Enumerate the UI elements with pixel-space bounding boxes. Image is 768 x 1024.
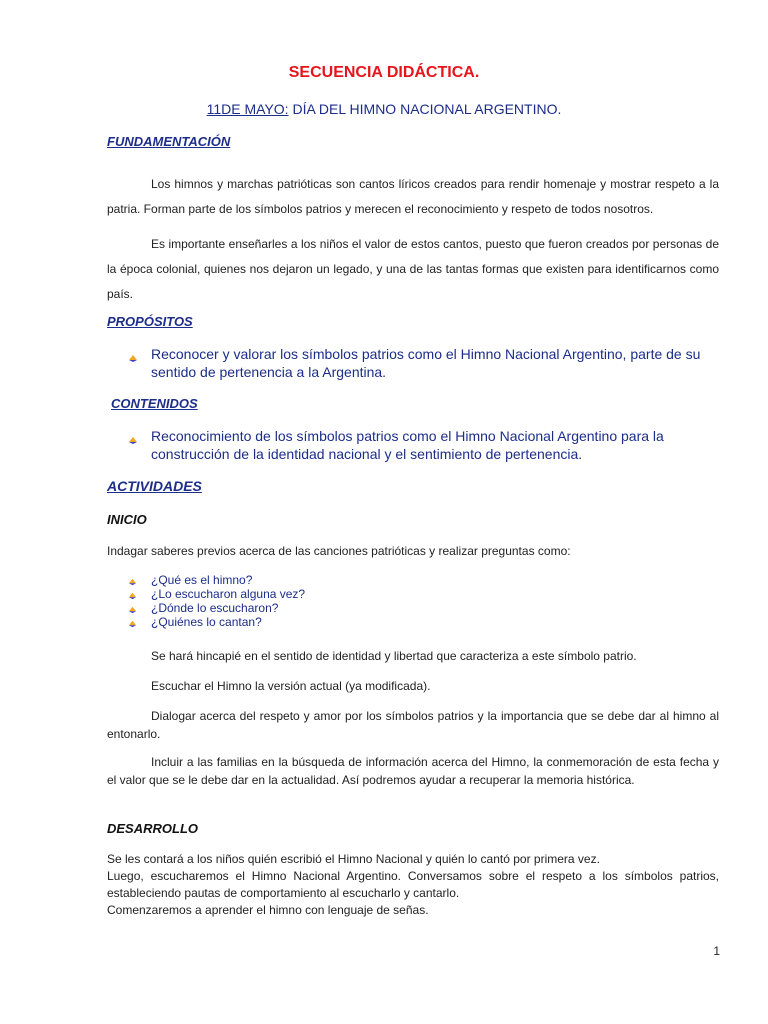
bullet-icon (128, 617, 137, 631)
question-text: ¿Quiénes lo cantan? (151, 615, 262, 629)
desarrollo-text (107, 851, 719, 919)
question-text: ¿Dónde lo escucharon? (151, 601, 279, 615)
propositos-list (128, 345, 708, 381)
inicio-p2-text: Escuchar el Himno la versión actual (ya modificada). (151, 679, 431, 693)
inicio-paragraph-1 (107, 647, 719, 665)
list-item (128, 615, 305, 629)
inicio-paragraph-4 (107, 753, 719, 789)
inicio-paragraph-3 (107, 707, 719, 743)
fundamentacion-paragraph-1 (107, 172, 719, 222)
list-item (128, 573, 305, 587)
inicio-intro: Indagar saberes previos acerca de las canciones patrióticas y realizar preguntas como: (107, 544, 571, 558)
subtitle-text: DÍA DEL HIMNO NACIONAL ARGENTINO. (288, 101, 562, 117)
inicio-paragraph-2 (107, 677, 719, 695)
heading-fundamentacion: FUNDAMENTACIÓN (107, 134, 231, 149)
contenidos-list (128, 427, 688, 463)
fundamentacion-p1-text: Los himnos y marchas patrióticas son cantos líricos creados para rendir homenaje y mostrar respeto a la patria. Forman parte de los símbolos patrios y merecen el reconocimiento y respeto de todos nosotros. (107, 177, 719, 216)
heading-inicio: INICIO (107, 512, 147, 527)
question-text: ¿Qué es el himno? (151, 573, 253, 587)
heading-contenidos: CONTENIDOS (111, 396, 198, 411)
fundamentacion-paragraph-2 (107, 232, 719, 307)
propositos-item-text: Reconocer y valorar los símbolos patrios como el Himno Nacional Argentino, parte de su sentido de pertenencia a la Argentina. (151, 346, 701, 380)
desarrollo-line: Se les contará a los niños quién escribió el Himno Nacional y quién lo cantó por primera vez. (107, 852, 600, 866)
document-title: SECUENCIA DIDÁCTICA. (288, 64, 480, 81)
list-item (128, 427, 688, 463)
document-subtitle (0, 101, 768, 117)
heading-desarrollo: DESARROLLO (107, 821, 198, 836)
list-item (128, 345, 708, 381)
inicio-questions (128, 573, 305, 629)
inicio-p1-text: Se hará hincapié en el sentido de identidad y libertad que caracteriza a este símbolo patrio. (151, 649, 637, 663)
inicio-p4-text: Incluir a las familias en la búsqueda de información acerca del Himno, la conmemoración de esta fecha y el valor que se le debe dar en la actualidad. Así podremos ayudar a recuperar la memoria histórica. (107, 755, 719, 787)
question-text: ¿Lo escucharon alguna vez? (151, 587, 306, 601)
desarrollo-line: Luego, escucharemos el Himno Nacional Argentino. Conversamos sobre el respeto a los símbolos patrios, estableciendo pautas de comportamiento al escucharlo y cantarlo. (107, 869, 719, 900)
desarrollo-line: Comenzaremos a aprender el himno con lenguaje de señas. (107, 903, 429, 917)
subtitle-date: 11DE MAYO: (206, 101, 289, 117)
bullet-icon (128, 431, 138, 449)
page-number: 1 (713, 944, 720, 958)
inicio-p3-text: Dialogar acerca del respeto y amor por los símbolos patrios y la importancia que se debe dar al himno al entonarlo. (107, 709, 719, 741)
list-item (128, 601, 305, 615)
fundamentacion-p2-text: Es importante enseñarles a los niños el valor de estos cantos, puesto que fueron creados por personas de la época colonial, quienes nos dejaron un legado, y una de las tantas formas que existen para identificarnos como país. (107, 237, 719, 301)
list-item (128, 587, 305, 601)
heading-actividades: ACTIVIDADES (107, 478, 202, 494)
bullet-icon (128, 349, 138, 367)
contenidos-item-text: Reconocimiento de los símbolos patrios como el Himno Nacional Argentino para la construcción de la identidad nacional y el sentimiento de pertenencia. (151, 428, 664, 462)
heading-propositos: PROPÓSITOS (107, 314, 193, 329)
